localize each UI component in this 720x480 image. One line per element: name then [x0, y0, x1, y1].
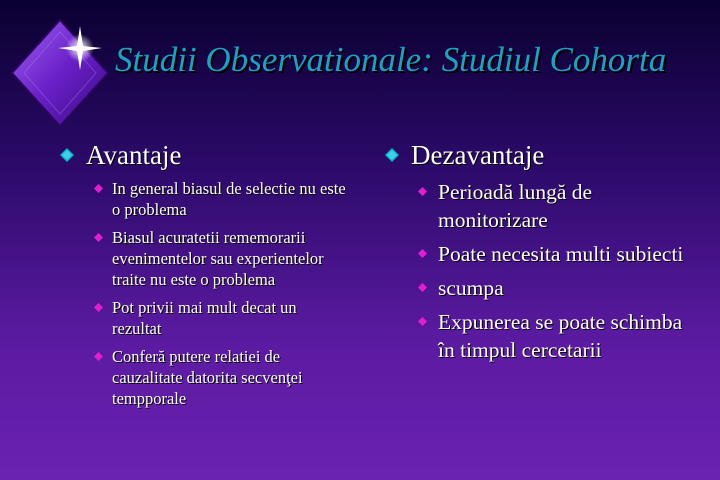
- list-item: [94, 178, 350, 220]
- small-diamond-bullet-icon: [418, 317, 427, 326]
- disadvantages-heading: [385, 138, 685, 172]
- small-diamond-bullet-icon: [418, 283, 427, 292]
- disadvantages-list: [418, 178, 685, 364]
- small-diamond-bullet-icon: [418, 187, 427, 196]
- small-diamond-bullet-icon: [94, 233, 103, 242]
- list-item: [94, 227, 350, 290]
- list-item-text: Perioadă lungă de monitorizare: [438, 180, 593, 232]
- advantages-heading: [60, 138, 350, 172]
- list-item: [418, 178, 685, 234]
- list-item-text: Poate necesita multi subiecti: [438, 242, 684, 266]
- small-diamond-bullet-icon: [94, 352, 103, 361]
- advantages-column: [60, 138, 350, 416]
- small-diamond-bullet-icon: [94, 184, 103, 193]
- list-item: [418, 274, 685, 302]
- list-item: [418, 308, 685, 364]
- list-item-text: Biasul acuratetii rememorarii evenimentelor sau experientelor traite nu este o problema: [112, 228, 324, 289]
- list-item-text: In general biasul de selectie nu este o problema: [112, 179, 346, 219]
- diamond-bullet-icon: [60, 148, 74, 162]
- small-diamond-bullet-icon: [418, 249, 427, 258]
- list-item-text: Expunerea se poate schimba în timpul cercetarii: [438, 310, 683, 362]
- small-diamond-bullet-icon: [94, 303, 103, 312]
- list-item: [94, 297, 350, 339]
- list-item: [418, 240, 685, 268]
- disadvantages-heading-label: Dezavantaje: [411, 140, 545, 170]
- advantages-list: [94, 178, 350, 409]
- slide-title: Studii Observationale: Studiul Cohorta: [115, 40, 667, 79]
- decorative-diamond-star-icon: [10, 18, 110, 128]
- diamond-bullet-icon: [385, 148, 399, 162]
- list-item: [94, 346, 350, 409]
- disadvantages-column: [385, 138, 685, 370]
- advantages-heading-label: Avantaje: [86, 140, 182, 170]
- list-item-text: Conferă putere relatiei de cauzalitate datorita secvenţei tempporale: [112, 347, 303, 408]
- list-item-text: Pot privii mai mult decat un rezultat: [112, 298, 297, 338]
- list-item-text: scumpa: [438, 276, 504, 300]
